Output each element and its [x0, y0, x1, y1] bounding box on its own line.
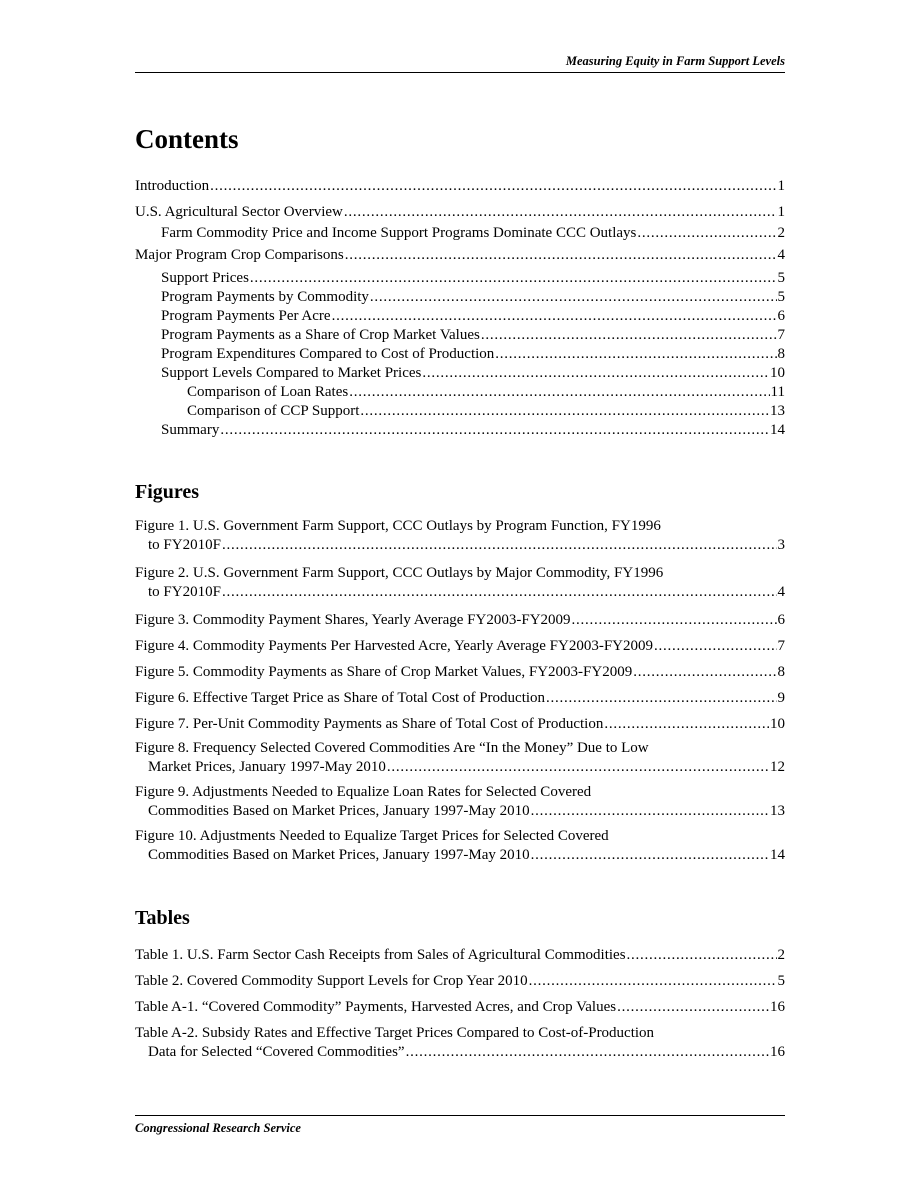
toc-entry-label: Comparison of Loan Rates — [187, 384, 349, 400]
table-entry-label: Table 1. U.S. Farm Sector Cash Receipts from Sales of Agricultural Commodities — [135, 947, 626, 963]
dot-leader — [529, 972, 777, 991]
figure-entry-7[interactable] — [135, 715, 785, 734]
table-entry-label: Table 2. Covered Commodity Support Levels for Crop Year 2010 — [135, 973, 528, 989]
dot-leader — [250, 269, 777, 288]
toc-entry-label: Introduction — [135, 178, 210, 194]
dot-leader — [654, 637, 777, 656]
dot-leader — [572, 611, 777, 630]
toc-entry-loan-rates[interactable] — [135, 383, 785, 402]
dot-leader — [344, 203, 777, 222]
toc-entry-payments-by-commodity[interactable] — [135, 288, 785, 307]
figure-entry-label: to FY2010F — [148, 537, 221, 553]
figure-entry-line1: Figure 8. Frequency Selected Covered Commodities Are “In the Money” Due to Low — [135, 740, 649, 756]
toc-entry-label: U.S. Agricultural Sector Overview — [135, 204, 343, 220]
toc-entry-page: 2 — [777, 225, 785, 241]
dot-leader — [345, 246, 777, 265]
figure-entry-line2 — [135, 802, 785, 821]
table-entry-page: 5 — [777, 973, 785, 989]
dot-leader — [220, 421, 769, 440]
dot-leader — [495, 345, 776, 364]
toc-entry-summary[interactable] — [135, 421, 785, 440]
figure-entry-label: Commodities Based on Market Prices, January 1997-May 2010 — [148, 847, 530, 863]
toc-entry-label: Program Payments by Commodity — [161, 289, 369, 305]
toc-entry-support-prices[interactable] — [135, 269, 785, 288]
figure-entry-4[interactable] — [135, 637, 785, 656]
table-entry-page: 16 — [770, 999, 785, 1015]
table-entry-1[interactable] — [135, 946, 785, 965]
figure-entry-label: Market Prices, January 1997-May 2010 — [148, 759, 386, 775]
dot-leader — [210, 177, 776, 196]
figure-entry-label: to FY2010F — [148, 584, 221, 600]
figure-entry-6[interactable] — [135, 689, 785, 708]
figure-entry-page: 13 — [770, 803, 785, 819]
dot-leader — [360, 402, 769, 421]
figures-heading: Figures — [135, 481, 200, 503]
toc-entry-page: 13 — [770, 403, 785, 419]
figure-entry-page: 9 — [777, 690, 785, 706]
figure-entry-page: 8 — [777, 664, 785, 680]
toc-entry-ccp-support[interactable] — [135, 402, 785, 421]
figure-entry-line2 — [135, 846, 785, 865]
toc-entry-expenditures-cost[interactable] — [135, 345, 785, 364]
figure-entry-page: 4 — [777, 584, 785, 600]
toc-entry-payments-share[interactable] — [135, 326, 785, 345]
figure-entry-line2 — [135, 758, 785, 777]
running-header: Measuring Equity in Farm Support Levels — [135, 54, 785, 73]
dot-leader — [546, 689, 776, 708]
toc-entry-page: 1 — [777, 204, 785, 220]
table-entry-line1: Table A-2. Subsidy Rates and Effective Target Prices Compared to Cost-of-Production — [135, 1025, 655, 1041]
toc-entry-ccc-outlays[interactable] — [135, 224, 785, 243]
dot-leader — [387, 758, 769, 777]
toc-entry-page: 7 — [777, 327, 785, 343]
toc-entry-label: Support Prices — [161, 270, 249, 286]
toc-entry-label: Support Levels Compared to Market Prices — [161, 365, 422, 381]
figure-entry-label: Commodities Based on Market Prices, January 1997-May 2010 — [148, 803, 530, 819]
table-entry-page: 16 — [770, 1044, 785, 1060]
figure-entry-page: 6 — [777, 612, 785, 628]
figure-entry-3[interactable] — [135, 611, 785, 630]
toc-entry-label: Farm Commodity Price and Income Support Programs Dominate CCC Outlays — [161, 225, 637, 241]
figure-entry-label: Figure 7. Per-Unit Commodity Payments as Share of Total Cost of Production — [135, 716, 604, 732]
dot-leader — [370, 288, 777, 307]
toc-entry-payments-per-acre[interactable] — [135, 307, 785, 326]
figure-entry-line2 — [135, 536, 785, 555]
toc-entry-page: 8 — [777, 346, 785, 362]
contents-heading: Contents — [135, 124, 239, 154]
toc-entry-page: 5 — [777, 270, 785, 286]
table-entry-2[interactable] — [135, 972, 785, 991]
figure-entry-page: 7 — [777, 638, 785, 654]
dot-leader — [422, 364, 769, 383]
tables-heading: Tables — [135, 907, 190, 929]
toc-entry-crop-comparisons[interactable] — [135, 246, 785, 265]
figure-entry-label: Figure 6. Effective Target Price as Share of Total Cost of Production — [135, 690, 546, 706]
table-entry-label: Table A-1. “Covered Commodity” Payments, Harvested Acres, and Crop Values — [135, 999, 617, 1015]
dot-leader — [604, 715, 769, 734]
figure-entry-line1: Figure 10. Adjustments Needed to Equalize Target Prices for Selected Covered — [135, 828, 609, 844]
figure-entry-page: 10 — [770, 716, 785, 732]
toc-entry-page: 1 — [777, 178, 785, 194]
dot-leader — [627, 946, 777, 965]
toc-entry-page: 10 — [770, 365, 785, 381]
dot-leader — [222, 583, 777, 602]
dot-leader — [633, 663, 776, 682]
toc-entry-support-levels[interactable] — [135, 364, 785, 383]
toc-entry-sector-overview[interactable] — [135, 203, 785, 222]
toc-entry-label: Program Payments Per Acre — [161, 308, 331, 324]
dot-leader — [531, 846, 769, 865]
toc-entry-introduction[interactable] — [135, 177, 785, 196]
table-entry-a1[interactable] — [135, 998, 785, 1017]
figure-entry-label: Figure 5. Commodity Payments as Share of Crop Market Values, FY2003-FY2009 — [135, 664, 633, 680]
figure-entry-line1: Figure 9. Adjustments Needed to Equalize Loan Rates for Selected Covered — [135, 784, 592, 800]
toc-entry-page: 11 — [770, 384, 785, 400]
table-entry-label: Data for Selected “Covered Commodities” — [148, 1044, 405, 1060]
figure-entry-label: Figure 4. Commodity Payments Per Harvested Acre, Yearly Average FY2003-FY2009 — [135, 638, 653, 654]
toc-entry-label: Summary — [161, 422, 220, 438]
figure-entry-5[interactable] — [135, 663, 785, 682]
dot-leader — [617, 998, 769, 1017]
dot-leader — [349, 383, 769, 402]
toc-entry-page: 6 — [777, 308, 785, 324]
toc-entry-label: Program Payments as a Share of Crop Market Values — [161, 327, 480, 343]
dot-leader — [531, 802, 769, 821]
figure-entry-page: 12 — [770, 759, 785, 775]
figure-entry-line1: Figure 2. U.S. Government Farm Support, CCC Outlays by Major Commodity, FY1996 — [135, 565, 664, 581]
dot-leader — [222, 536, 777, 555]
table-entry-line2 — [135, 1043, 785, 1062]
toc-entry-page: 5 — [777, 289, 785, 305]
dot-leader — [481, 326, 777, 345]
figure-entry-line1: Figure 1. U.S. Government Farm Support, CCC Outlays by Program Function, FY1996 — [135, 518, 661, 534]
figure-entry-page: 3 — [777, 537, 785, 553]
figure-entry-page: 14 — [770, 847, 785, 863]
figure-entry-line2 — [135, 583, 785, 602]
toc-entry-page: 14 — [770, 422, 785, 438]
toc-entry-label: Comparison of CCP Support — [187, 403, 360, 419]
toc-entry-label: Major Program Crop Comparisons — [135, 247, 344, 263]
toc-entry-label: Program Expenditures Compared to Cost of Production — [161, 346, 495, 362]
dot-leader — [637, 224, 776, 243]
figure-entry-label: Figure 3. Commodity Payment Shares, Yearly Average FY2003-FY2009 — [135, 612, 571, 628]
toc-entry-page: 4 — [777, 247, 785, 263]
running-footer: Congressional Research Service — [135, 1115, 785, 1136]
dot-leader — [406, 1043, 769, 1062]
dot-leader — [332, 307, 777, 326]
table-entry-page: 2 — [777, 947, 785, 963]
